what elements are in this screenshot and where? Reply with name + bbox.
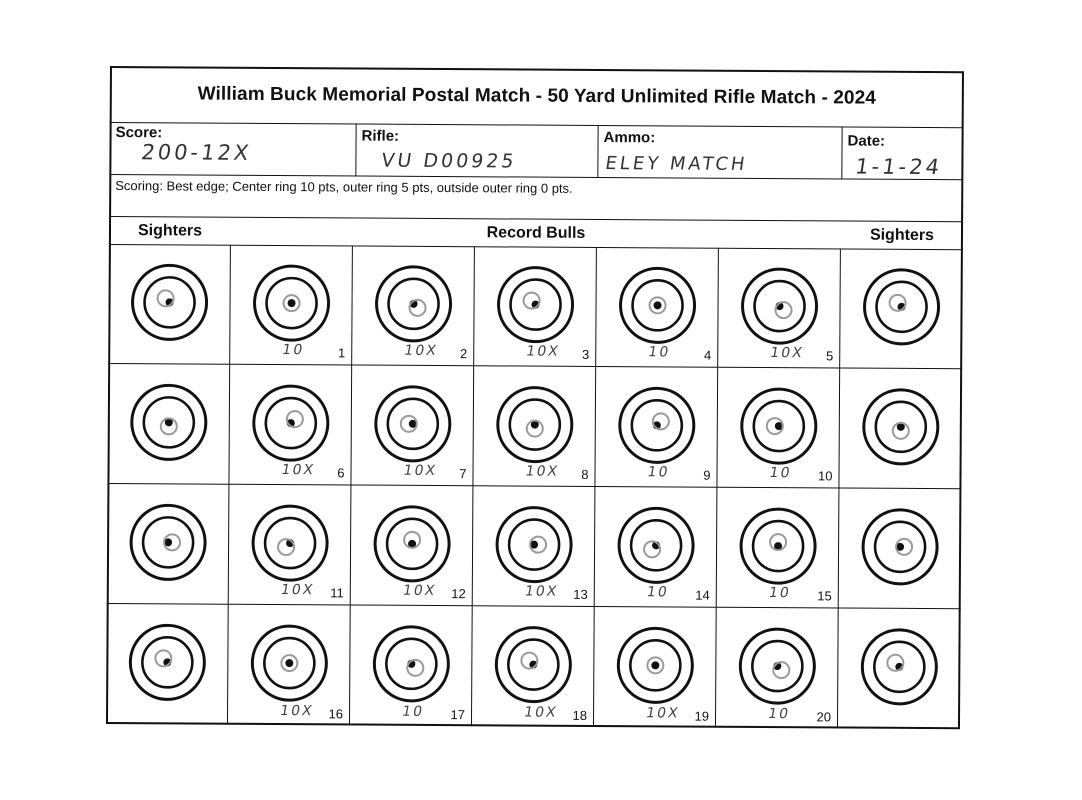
bullseye-target-icon xyxy=(106,604,229,725)
record-bull xyxy=(717,488,840,609)
record-bull xyxy=(717,368,840,489)
record-bull xyxy=(229,485,352,606)
record-bull xyxy=(351,365,474,486)
record-bull xyxy=(230,245,353,366)
record-bull xyxy=(474,246,597,367)
bull-number: 14 xyxy=(695,587,710,603)
bull-score[interactable]: 10X xyxy=(402,342,440,359)
bull-score[interactable]: 10X xyxy=(280,462,317,479)
score-value[interactable]: 200-12X xyxy=(139,140,254,165)
bull-number: 7 xyxy=(459,466,467,482)
bull-score[interactable]: 10X xyxy=(279,582,316,599)
bull-number: 19 xyxy=(694,708,710,724)
bull-number: 4 xyxy=(703,347,712,363)
bull-number: 6 xyxy=(337,465,345,481)
record-bull xyxy=(716,608,839,729)
bull-score[interactable]: 10 xyxy=(768,465,793,482)
bull-number: 1 xyxy=(337,345,346,361)
ammo-label: Ammo: xyxy=(603,129,656,147)
bull-number: 16 xyxy=(328,706,344,722)
bull-score[interactable]: 10 xyxy=(766,706,792,723)
bull-score[interactable]: 10 xyxy=(400,703,426,720)
sighter-target xyxy=(840,248,963,369)
bull-score[interactable]: 10X xyxy=(524,343,562,360)
bull-number: 2 xyxy=(459,346,468,362)
bullseye-target-icon xyxy=(839,368,962,489)
record-bull xyxy=(472,606,595,727)
match-title: William Buck Memorial Postal Match - 50 Yard Unlimited Rifle Match - 2024 xyxy=(197,83,877,109)
date-value[interactable]: 1-1-24 xyxy=(853,154,944,180)
bull-number: 5 xyxy=(825,348,834,364)
record-bull xyxy=(718,248,841,369)
record-bull xyxy=(595,487,718,608)
bull-score[interactable]: 10 xyxy=(646,344,672,361)
bull-score[interactable]: 10X xyxy=(522,704,559,721)
score-label: Score: xyxy=(115,124,163,142)
bullseye-target-icon xyxy=(108,244,231,365)
sighters-right-header: Sighters xyxy=(869,226,935,245)
bull-number: 11 xyxy=(330,585,344,601)
bull-number: 10 xyxy=(817,468,833,484)
bullseye-target-icon xyxy=(840,248,963,369)
bullseye-target-icon xyxy=(839,488,962,609)
record-bull xyxy=(228,605,351,726)
bull-number: 20 xyxy=(816,709,832,725)
bull-score[interactable]: 10X xyxy=(278,703,315,720)
bull-score[interactable]: 10X xyxy=(524,463,561,480)
scoring-rules: Scoring: Best edge; Center ring 10 pts, outer ring 5 pts, outside outer ring 0 pts. xyxy=(115,178,573,196)
record-bull xyxy=(594,607,717,728)
bull-score[interactable]: 10X xyxy=(402,462,439,479)
bullseye-target-icon xyxy=(107,484,230,605)
ammo-value[interactable]: ELEY MATCH xyxy=(603,153,749,175)
bull-number: 18 xyxy=(572,707,588,723)
bullseye-target-icon xyxy=(838,608,961,729)
record-bull xyxy=(229,365,352,486)
bull-number: 17 xyxy=(450,707,466,723)
sighter-target xyxy=(838,608,961,729)
date-label: Date: xyxy=(847,132,886,150)
record-bull xyxy=(473,366,596,487)
bull-number: 9 xyxy=(703,467,711,483)
sighter-target xyxy=(839,488,962,609)
sighter-target xyxy=(108,244,231,365)
bull-score[interactable]: 10 xyxy=(645,584,671,601)
rifle-value[interactable]: VU D00925 xyxy=(379,149,519,173)
record-bull xyxy=(350,605,473,726)
bull-score[interactable]: 10 xyxy=(767,585,793,602)
bullseye-target-icon xyxy=(107,364,230,485)
score-sheet xyxy=(106,66,964,729)
record-bull xyxy=(596,247,719,368)
record-bull xyxy=(352,245,475,366)
bull-number: 8 xyxy=(581,466,589,482)
bull-number: 13 xyxy=(573,586,588,602)
bull-score[interactable]: 10X xyxy=(768,345,806,362)
bull-score[interactable]: 10X xyxy=(401,582,438,599)
record-bull xyxy=(351,485,474,606)
sighter-target xyxy=(107,484,230,605)
rifle-label: Rifle: xyxy=(361,127,400,145)
record-bull xyxy=(595,367,718,488)
record-bull xyxy=(473,486,596,607)
bull-score[interactable]: 10 xyxy=(280,342,306,359)
bull-number: 15 xyxy=(817,588,832,604)
bull-score[interactable]: 10X xyxy=(644,705,681,722)
sighter-target xyxy=(839,368,962,489)
bull-number: 3 xyxy=(581,346,590,362)
bull-number: 12 xyxy=(451,586,466,602)
bull-score[interactable]: 10X xyxy=(523,583,560,600)
record-bulls-header: Record Bulls xyxy=(486,224,586,242)
sighters-left-header: Sighters xyxy=(137,222,203,240)
bull-score[interactable]: 10 xyxy=(646,464,671,481)
sighter-target xyxy=(106,604,229,725)
sighter-target xyxy=(107,364,230,485)
